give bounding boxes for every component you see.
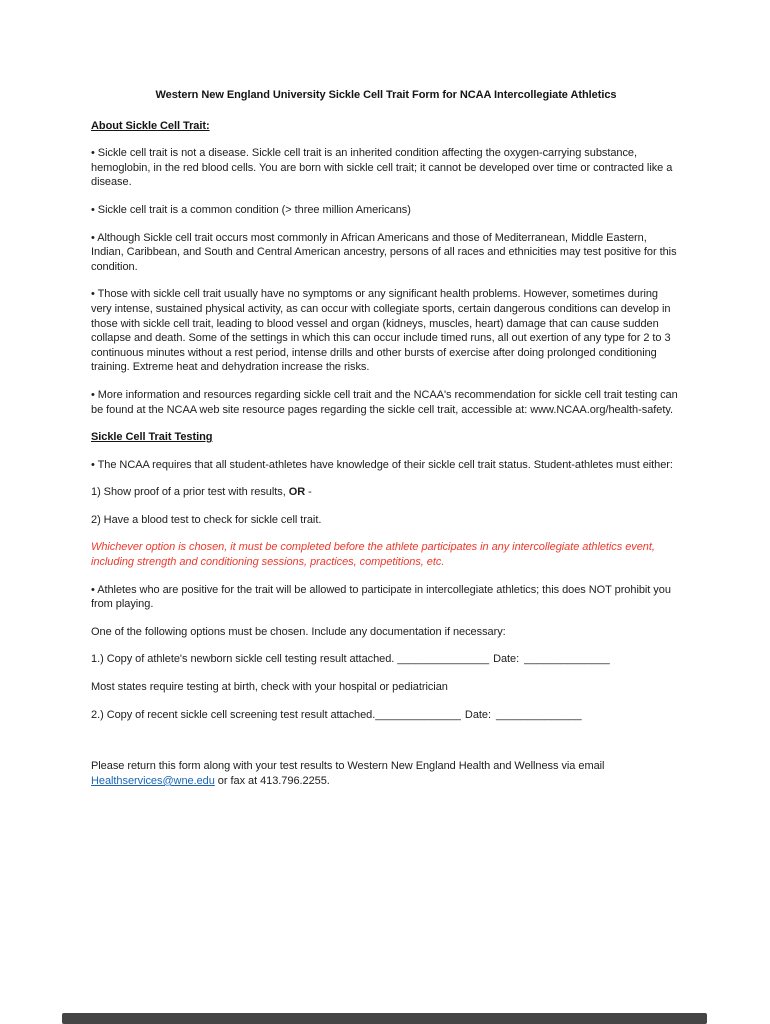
red-notice-text: Whichever option is chosen, it must be completed before the athlete participates in any intercollegiate athletics event, including strength and conditioning sessions, practices, competitions, etc. <box>91 541 655 569</box>
doc-option-2-row <box>91 708 681 723</box>
doc-option-2-label: 2.) Copy of recent sickle cell screening test result attached. <box>91 708 376 721</box>
option-2-blood-test: 2) Have a blood test to check for sickle cell trait. <box>91 513 322 526</box>
bullet-more-information: • More information and resources regarding sickle cell trait and the NCAA's recommendation for sickle cell trait testing can be found at the NCAA web site resource pages regarding the sickle cell trait, accessible at: www.NCAA.org/health-safety. <box>91 388 678 416</box>
bullet-symptoms-risks: • Those with sickle cell trait usually have no symptoms or any significant health problems. However, sometimes during very intense, sustained physical activity, as can occur with collegiate sports, certain dangerous conditions can develop in those with sickle cell trait, leading to blood vessel and organ (kidneys, muscles, heart) damage that can cause sudden collapse and death. Some of the settings in which this can occur include timed runs, all out exertion of any type for 2 to 3 continuous minutes without a rest period, intense drills and other bursts of exercise after doing prolonged conditioning training. Extreme heat and dehydration increase the risks. <box>91 288 671 374</box>
doc-option-1-date-label: Date: <box>493 653 520 666</box>
horizontal-scrollbar-thumb[interactable] <box>62 1013 707 1024</box>
doc-option-2-date-blank[interactable]: ______________ <box>495 708 582 721</box>
doc-option-2-date-label: Date: <box>464 708 491 721</box>
option-1-show-proof <box>91 485 681 500</box>
doc-option-1-label: 1.) Copy of athlete's newborn sickle cell testing result attached. <box>91 653 395 666</box>
doc-option-1-attach-blank[interactable]: _______________ <box>397 653 490 666</box>
document-title: Western New England University Sickle Cell Trait Form for NCAA Intercollegiate Athletics <box>155 89 617 101</box>
doc-option-2-attach-blank[interactable]: ______________ <box>375 708 461 721</box>
bullet-common-condition: • Sickle cell trait is a common condition (> three million Americans) <box>91 203 411 216</box>
bullet-ancestry: • Although Sickle cell trait occurs most commonly in African Americans and those of Mediterranean, Middle Eastern, Indian, Caribbean, and South and Central American ancestry, persons of all races and ethnicities may test positive for this condition. <box>91 231 677 273</box>
doc-option-1-row <box>91 652 681 667</box>
section-heading-testing: Sickle Cell Trait Testing <box>91 431 213 444</box>
option-1-text: 1) Show proof of a prior test with results, <box>91 486 289 499</box>
return-instructions <box>91 759 681 788</box>
bullet-not-a-disease: • Sickle cell trait is not a disease. Sickle cell trait is an inherited condition affecting the oxygen-carrying substance, hemoglobin, in the red blood cells. You are born with sickle cell trait; it cannot be developed over time or contracted like a disease. <box>91 147 673 189</box>
newborn-testing-note: Most states require testing at birth, check with your hospital or pediatrician <box>91 681 448 694</box>
section-heading-about: About Sickle Cell Trait: <box>91 119 210 132</box>
bullet-positive-athletes: • Athletes who are positive for the trait will be allowed to participate in intercollegiate athletics; this does NOT prohibit you from playing. <box>91 583 671 611</box>
option-1-or: OR <box>288 486 306 499</box>
doc-option-1-date-blank[interactable]: ______________ <box>524 653 610 666</box>
option-1-dash: - <box>305 486 312 499</box>
ncaa-requirement-text: • The NCAA requires that all student-athletes have knowledge of their sickle cell trait status. Student-athletes must either: <box>91 458 673 471</box>
health-services-email-link[interactable]: Healthservices@wne.edu <box>91 774 215 787</box>
return-instructions-text: Please return this form along with your test results to Western New England Health and Wellness via email <box>91 760 605 773</box>
fax-text: or fax at 413.796.2255. <box>214 774 330 787</box>
choose-option-text: One of the following options must be chosen. Include any documentation if necessary: <box>91 625 506 638</box>
